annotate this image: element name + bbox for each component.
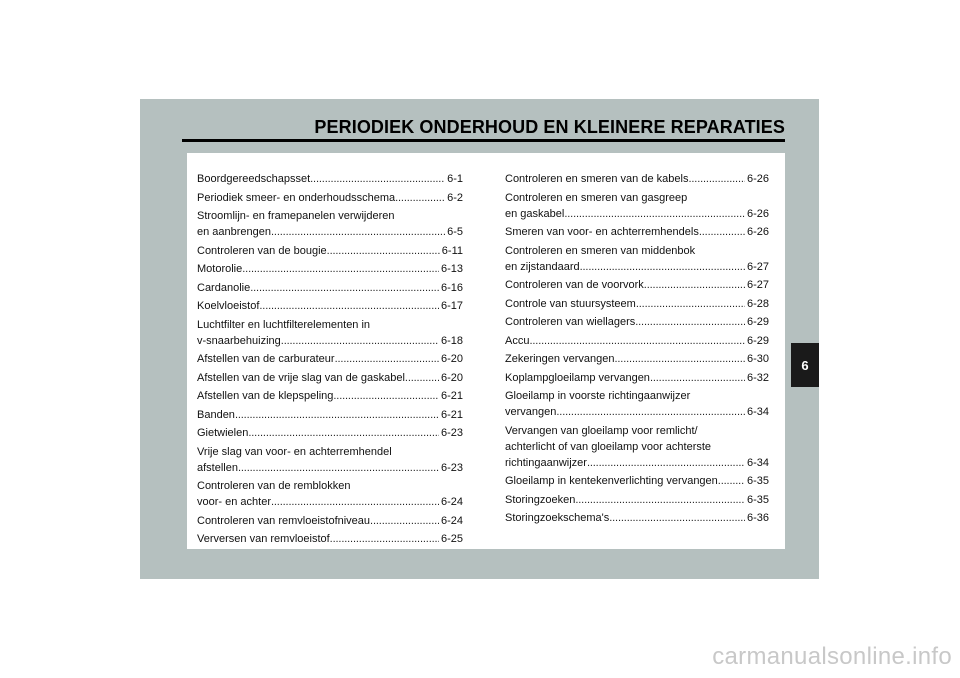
toc-entry-title: achterlicht of van gloeilamp voor achterste [505,440,712,453]
toc-entry-title: Controleren en smeren van middenbok [505,244,696,257]
toc-entry-line [505,404,769,420]
toc-entry[interactable] [505,423,769,471]
toc-dot-leader [644,277,745,293]
toc-entry[interactable] [505,190,769,222]
toc-entry-title: Controleren en smeren van de kabels [505,173,689,185]
toc-entry-line [197,261,463,277]
toc-dot-leader [333,388,439,404]
toc-entry-line [197,494,463,510]
toc-entry-line [197,513,463,529]
toc-page-number: 6-27 [746,260,769,273]
toc-dot-leader [636,296,745,312]
toc-entry-line [197,333,463,349]
toc-page-number: 6-18 [440,334,463,347]
toc-entry-line [505,423,769,439]
toc-entry[interactable] [197,317,463,349]
toc-entry[interactable] [505,296,769,312]
toc-page-number: 6-32 [746,371,769,384]
toc-page-number: 6-20 [440,371,463,384]
toc-page-number: 6-23 [440,427,463,439]
toc-entry[interactable] [197,478,463,510]
toc-entry[interactable] [505,388,769,420]
toc-page-number: 6-11 [441,244,463,257]
toc-entry[interactable] [197,513,463,529]
toc-entry-line [505,388,769,404]
toc-entry-line [505,455,769,471]
toc-entry-title: Gietwielen [197,427,249,439]
toc-page-number: 6-13 [440,263,463,275]
toc-entry[interactable] [197,298,463,314]
toc-page-number: 6-26 [746,207,769,220]
toc-entry[interactable] [197,425,463,441]
toc-entry-title: en zijstandaard [505,260,580,273]
toc-entry-title: Storingzoekschema's [505,512,610,524]
toc-entry-line [505,277,769,293]
toc-entry-title: Koelvloeistof [197,300,260,312]
toc-entry[interactable] [505,277,769,293]
toc-page-number: 6-36 [746,512,769,524]
toc-dot-leader [250,280,439,296]
toc-page-number: 6-28 [746,297,769,310]
toc-entry-line [197,280,463,296]
toc-entry-line [197,407,463,423]
toc-dot-leader [635,314,745,330]
toc-dot-leader [587,455,745,471]
toc-dot-leader [271,494,439,510]
toc-page-number: 6-2 [447,191,463,204]
toc-page-number: 6-16 [440,281,463,294]
toc-dot-leader [580,259,745,275]
watermark: carmanualsonline.info [712,643,952,670]
toc-entry-title: Periodiek smeer- en onderhoudsschema [197,191,396,204]
toc-entry-line [505,314,769,330]
toc-entry-line [505,296,769,312]
toc-dot-leader [564,206,745,222]
toc-dot-leader [327,243,440,259]
toc-entry[interactable] [197,190,463,206]
toc-dot-leader [248,425,439,441]
toc-dot-leader [699,224,745,240]
toc-entry[interactable] [197,171,463,187]
toc-entry-title: en aanbrengen [197,226,272,238]
toc-column-right [505,171,769,529]
toc-page-number: 6-21 [440,390,463,402]
toc-entry[interactable] [505,243,769,275]
toc-entry[interactable] [505,333,769,349]
toc-entry[interactable] [505,224,769,240]
toc-dot-leader [529,333,745,349]
toc-page-number: 6-29 [746,316,769,328]
toc-entry-title: richtingaanwijzer [505,456,587,469]
toc-entry-title: Controleren van wiellagers [505,316,636,328]
toc-entry-title: Motorolie [197,263,243,275]
toc-entry[interactable] [197,243,463,259]
toc-page-number: 6-17 [440,300,463,312]
toc-entry-line [505,224,769,240]
toc-entry-line [197,298,463,314]
toc-entry-line [505,190,769,206]
title-rule [182,139,785,142]
toc-entry-line [197,370,463,386]
page-title: PERIODIEK ONDERHOUD EN KLEINERE REPARATIES [314,117,785,137]
toc-entry-title: Boordgereedschapsset [197,173,311,185]
toc-dot-leader [614,351,745,367]
toc-dot-leader [271,224,445,240]
toc-entry[interactable] [505,351,769,367]
toc-entry-title: Controleren van remvloeistofniveau [197,514,371,527]
toc-entry-title: Zekeringen vervangen [505,353,615,365]
toc-entry-line [505,439,769,455]
toc-entry-line [505,473,769,489]
toc-page-number: 6-21 [440,408,463,421]
toc-entry-title: en gaskabel [505,207,565,220]
toc-entry-title: Controleren van de remblokken [197,480,351,492]
toc-column-left [197,171,463,550]
toc-entry-title: afstellen [197,461,238,474]
toc-entry[interactable] [505,314,769,330]
toc-entry-line [197,388,463,404]
toc-entry-line [505,333,769,349]
toc-page-number: 6-26 [746,226,769,238]
toc-page-number: 6-35 [746,475,769,487]
toc-entry-title: Afstellen van de carburateur [197,353,335,365]
toc-entry-title: Controleren van de voorvork [505,279,644,291]
toc-entry-title: voor- en achter [197,496,271,508]
toc-entry[interactable] [197,208,463,240]
toc-page-number: 6-1 [447,173,463,185]
toc-entry-title: vervangen [505,406,557,418]
toc-entry[interactable] [505,171,769,187]
toc-entry-title: Vrije slag van voor- en achterremhendel [197,445,392,458]
toc-entry[interactable] [505,492,769,508]
toc-dot-leader [688,171,745,187]
toc-dot-leader [405,370,439,386]
toc-entry[interactable] [505,370,769,386]
toc-entry-title: Verversen van remvloeistof [197,533,330,545]
toc-entry-line [197,243,463,259]
toc-page-number: 6-24 [440,496,463,508]
toc-page-number: 6-35 [746,493,769,506]
toc-entry[interactable] [197,388,463,404]
toc-entry-title: Afstellen van de klepspeling [197,390,334,402]
toc-entry[interactable] [197,280,463,296]
toc-entry-title: Banden [197,408,235,421]
toc-page-number: 6-25 [440,533,463,545]
toc-entry-title: Cardanolie [197,281,251,294]
toc-entry[interactable] [197,444,463,476]
toc-dot-leader [718,473,745,489]
toc-entry-title: Koplampgloeilamp vervangen [505,371,650,384]
toc-entry-line [505,492,769,508]
toc-entry-line [505,259,769,275]
toc-page-number: 6-20 [440,353,463,365]
toc-page-number: 6-26 [746,173,769,185]
toc-entry-line [197,478,463,494]
toc-dot-leader [335,351,439,367]
toc-entry-line [197,171,463,187]
toc-entry-line [505,510,769,526]
toc-entry-title: Gloeilamp in voorste richtingaanwijzer [505,390,691,402]
toc-dot-leader [259,298,439,314]
toc-dot-leader [575,492,745,508]
toc-entry-title: Smeren van voor- en achterremhendels [505,226,699,238]
toc-entry-title: Controle van stuursysteem [505,297,636,310]
toc-entry-line [197,317,463,333]
toc-entry[interactable] [505,510,769,526]
toc-entry-title: Luchtfilter en luchtfilterelementen in [197,318,371,331]
toc-entry-title: Vervangen van gloeilamp voor remlicht/ [505,424,698,437]
toc-entry-title: Gloeilamp in kentekenverlichting vervangen [505,475,718,487]
toc-entry-line [505,206,769,222]
toc-entry-line [197,190,463,206]
toc-entry-title: Storingzoeken [505,493,576,506]
toc-entry[interactable] [197,531,463,547]
toc-entry-line [505,243,769,259]
toc-entry-line [197,460,463,476]
toc-entry-line [505,370,769,386]
toc-entry[interactable] [197,370,463,386]
toc-dot-leader [395,190,445,206]
toc-entry-line [197,531,463,547]
toc-page-number: 6-30 [746,353,769,365]
toc-entry-title: Afstellen van de vrije slag van de gaskabel [197,371,405,384]
toc-entry-line [197,444,463,460]
toc-entry[interactable] [197,351,463,367]
toc-entry[interactable] [197,407,463,423]
toc-dot-leader [281,333,439,349]
toc-entry-title: Controleren en smeren van gasgreep [505,191,688,204]
toc-entry-line [197,425,463,441]
toc-page-number: 6-24 [440,514,463,527]
toc-dot-leader [235,407,439,423]
toc-entry-line [197,224,463,240]
toc-page-number: 6-34 [746,456,769,469]
toc-page-number: 6-29 [746,334,769,347]
toc-entry[interactable] [505,473,769,489]
toc-entry-line [505,171,769,187]
toc-entry-line [505,351,769,367]
toc-page-number: 6-23 [440,461,463,474]
toc-entry-line [197,351,463,367]
toc-dot-leader [310,171,445,187]
toc-panel [187,153,785,549]
toc-dot-leader [242,261,439,277]
toc-entry-title: Accu [505,334,530,347]
toc-entry-title: v-snaarbehuizing [197,334,281,347]
toc-page-number: 6-27 [746,279,769,291]
toc-page-number: 6-34 [746,406,769,418]
toc-entry-line [197,208,463,224]
toc-entry[interactable] [197,261,463,277]
toc-dot-leader [330,531,439,547]
toc-dot-leader [370,513,439,529]
chapter-tab[interactable]: 6 [791,343,819,387]
toc-entry-title: Stroomlijn- en framepanelen verwijderen [197,210,395,222]
toc-dot-leader [650,370,745,386]
toc-dot-leader [238,460,439,476]
toc-dot-leader [609,510,745,526]
toc-dot-leader [556,404,745,420]
toc-page-number: 6-5 [447,226,463,238]
toc-entry-title: Controleren van de bougie [197,244,327,257]
